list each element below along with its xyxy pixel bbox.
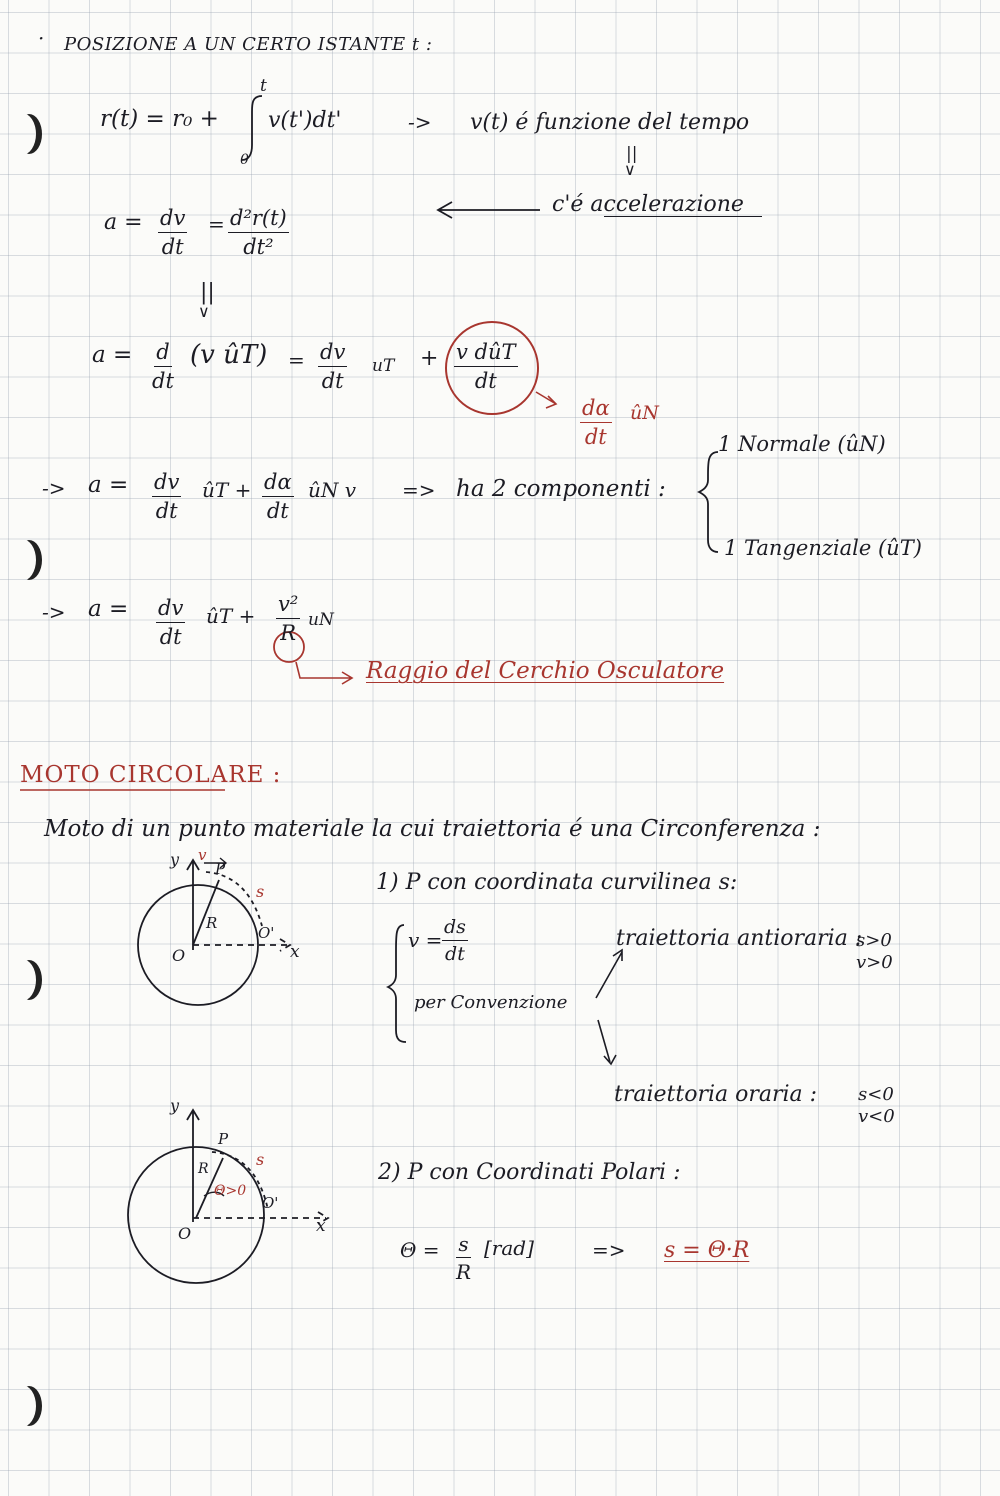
unit-tangent: uT (372, 356, 395, 376)
unit-normal: ûN (630, 402, 659, 424)
circle (128, 1147, 264, 1283)
d-dt (152, 342, 174, 392)
numerator: v dûT (454, 342, 518, 367)
denominator: dt (474, 369, 497, 393)
velocity-label: v (198, 846, 207, 864)
brace (699, 452, 718, 552)
dv-dt (158, 208, 187, 258)
axis-x-label: x (316, 1216, 326, 1236)
implies-down: || (200, 280, 215, 305)
angle-label: Θ>0 (214, 1183, 247, 1199)
origin-label: O (172, 946, 186, 965)
velocity-note: v(t) é funzione del tempo (470, 110, 750, 135)
ds-dt (442, 918, 468, 964)
denominator: dt² (243, 235, 274, 259)
osculating-circle-note: Raggio del Cerchio Osculatore (366, 658, 725, 684)
theta-lhs: Θ = (400, 1238, 440, 1262)
unit-tangent: ûT + (202, 478, 252, 502)
numerator: dα (262, 472, 294, 497)
acceleration-note: c'é accelerazione (552, 192, 744, 217)
arrow-1: -> (408, 110, 432, 134)
acceleration-underline (604, 216, 762, 217)
radius-label: R (206, 914, 218, 932)
integrand: v(t')dt' (268, 108, 342, 133)
denominator: dt (159, 625, 182, 649)
definition: Moto di un punto materiale la cui traiettoria é una Circonferenza : (44, 816, 821, 842)
numerator: d (154, 342, 171, 367)
numerator: v² (276, 594, 300, 619)
integral-upper-limit: t (260, 76, 267, 96)
denominator: dt (445, 943, 465, 965)
denominator: dt (584, 425, 607, 449)
equals: = (208, 212, 225, 236)
implies-right: => (402, 478, 436, 502)
arrow-left-icon (438, 202, 540, 218)
axis-y-label: y (170, 1096, 180, 1115)
implies-right: => (592, 1238, 626, 1262)
clockwise: traiettoria oraria : (614, 1082, 818, 1107)
anti-s: s>0 (856, 930, 892, 951)
clock-v: v<0 (858, 1106, 895, 1127)
components-note: ha 2 componenti : (456, 476, 666, 502)
point-p-label: P (215, 860, 226, 878)
case1-title: 1) P con coordinata curvilinea s: (376, 870, 738, 895)
x-axis (193, 939, 290, 951)
point-p-label: P (218, 1130, 229, 1148)
point-o2-label: O' (262, 1194, 279, 1212)
equals: = (288, 348, 305, 372)
arrow-icon (536, 392, 556, 408)
dalpha-dt (580, 398, 612, 448)
anti-v: v>0 (856, 952, 893, 973)
axis-y-label: y (170, 850, 180, 869)
numerator: ds (442, 918, 468, 941)
tangential-component: 1 Tangenziale (ûT) (724, 536, 922, 560)
numerator: dv (152, 472, 181, 497)
arrow-right-icon (296, 662, 352, 684)
integral-lower-limit: 0 (240, 152, 249, 168)
axis-x-label: x (290, 942, 300, 962)
arrow-down-icon (598, 1020, 616, 1064)
arrow-down-icon: ∨ (198, 302, 210, 321)
radius-label: R (198, 1161, 209, 1177)
dv-dt (152, 472, 181, 522)
brace (388, 925, 406, 1042)
case2-title: 2) P con Coordinati Polari : (378, 1160, 681, 1185)
page-heading: POSIZIONE A UN CERTO ISTANTE t : (64, 34, 433, 55)
arc-length-result: s = Θ·R (664, 1238, 750, 1263)
arc-s-label: s (256, 1150, 265, 1169)
bullet: · (38, 26, 45, 50)
denominator: dt (266, 499, 289, 523)
clock-s: s<0 (858, 1084, 894, 1105)
normal-component: 1 Normale (ûN) (718, 432, 886, 456)
integral-sign (242, 96, 262, 160)
arrow-2: -> (42, 476, 66, 500)
rad-unit: [rad] (484, 1236, 534, 1260)
section-title: MOTO CIRCOLARE : (20, 762, 282, 788)
denominator: dt (152, 369, 174, 393)
v2-r (276, 594, 300, 644)
convention: per Convenzione (414, 992, 568, 1013)
s-over-r (456, 1234, 471, 1282)
v-lhs: v = (408, 928, 443, 952)
v-dut-dt (454, 342, 518, 392)
arrow-up-icon (596, 950, 622, 998)
position-lhs: r(t) = r₀ + (100, 106, 219, 132)
denominator: R (456, 1260, 472, 1284)
arrow-down-icon: ∨ (624, 160, 636, 179)
implies-down: || (626, 144, 638, 164)
dv-dt (156, 598, 185, 648)
unit-normal: ûN v (308, 478, 357, 502)
radius (193, 880, 219, 945)
numerator: s (458, 1232, 469, 1256)
numerator: dv (318, 342, 347, 367)
x-axis (193, 1212, 328, 1224)
numerator: dα (580, 398, 612, 423)
denominator: R (280, 621, 297, 645)
dv-dt (318, 342, 347, 392)
comp-lhs: a = (88, 472, 129, 498)
anticlockwise: traiettoria antioraria : (616, 926, 863, 951)
numerator: d²r(t) (228, 208, 289, 233)
paren-term: (v ûT) (190, 340, 268, 370)
numerator: dv (158, 208, 187, 233)
final-lhs: a = (88, 596, 129, 622)
unit-normal: uN (308, 610, 334, 630)
unit-tangent: ûT + (206, 604, 256, 628)
denominator: dt (155, 499, 178, 523)
deriv-lhs: a = (92, 342, 133, 368)
dalpha-dt (262, 472, 294, 522)
numerator: dv (156, 598, 185, 623)
plus: + (420, 346, 439, 371)
denominator: dt (321, 369, 344, 393)
point-o2-label: O' (258, 924, 275, 942)
d2r-dt2 (228, 208, 289, 258)
arrow-3: -> (42, 600, 66, 624)
origin-label: O (178, 1224, 192, 1243)
denominator: dt (161, 235, 184, 259)
arc-s-label: s (256, 882, 265, 901)
accel-lhs: a = (104, 210, 143, 235)
